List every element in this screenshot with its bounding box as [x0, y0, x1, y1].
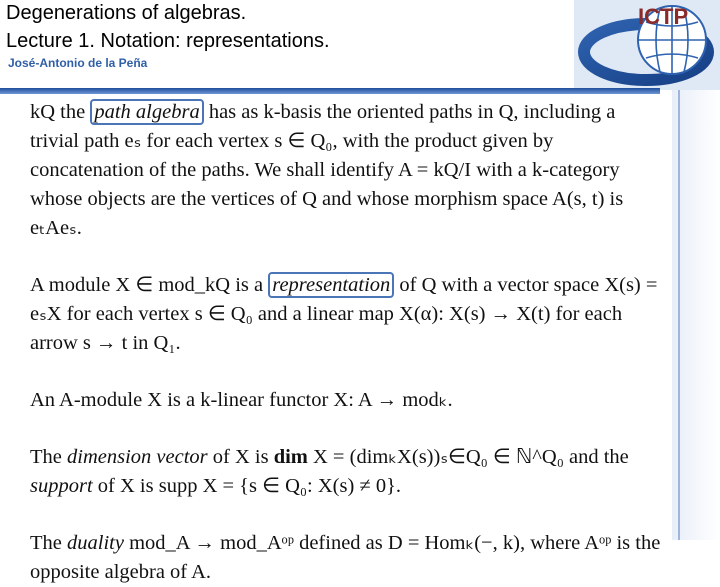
p4-mid1: of X is: [207, 446, 274, 468]
decorative-side-strip: [672, 90, 720, 540]
p2-rest: of Q with a vector space X(s) = eₛX for each vertex s ∈ Q₀ and a linear map X(α): X(s) → X(t) for each arrow s → t in Q₁.: [30, 274, 658, 354]
spacer: [30, 501, 666, 529]
term-duality: duality: [67, 532, 124, 554]
slide-title-line-1: Degenerations of algebras.: [6, 2, 247, 24]
paragraph-dimension-vector: [30, 443, 666, 501]
author-name: José-Antonio de la Peña: [8, 56, 148, 70]
p5-rest: mod_A → mod_Aᵒᵖ defined as D = Homₖ(−, k), where Aᵒᵖ is the opposite algebra of A.: [30, 532, 661, 583]
paragraph-representation: [30, 271, 666, 358]
slide-body: [30, 98, 666, 583]
dim-symbol: dim: [273, 446, 308, 468]
p4-rest: of X is supp X = {s ∈ Q₀: X(s) ≠ 0}.: [92, 475, 402, 497]
header-divider: [0, 88, 660, 94]
spacer: [30, 415, 666, 443]
p3-text: An A-module X is a k-linear functor X: A → modₖ.: [30, 389, 453, 411]
ictp-logo-graphic: [574, 0, 720, 90]
p2-lead: A module X ∈ mod_kQ is a: [30, 274, 269, 296]
term-support: support: [30, 475, 93, 497]
term-dimension-vector: dimension vector: [67, 446, 208, 468]
paragraph-path-algebra: [30, 98, 666, 243]
highlight-path-algebra: path algebra: [90, 99, 203, 125]
p4-lead: The: [30, 446, 67, 468]
spacer: [30, 243, 666, 271]
p1-rest: has as k-basis the oriented paths in Q, including a trivial path eₛ for each vertex s ∈ Q₀, with the product given by concatenation of the paths. We shall identify A = kQ/I with a k-category whose objects are the vertices of Q and whose morphism space A(s, t) is eₜAeₛ.: [30, 101, 624, 239]
highlight-representation: representation: [268, 272, 394, 298]
p5-lead: The: [30, 532, 67, 554]
p4-mid2: X = (dimₖX(s))ₛ∈Q₀ ∈ ℕ^Q₀ and the: [307, 446, 629, 468]
paragraph-duality: [30, 529, 666, 587]
paragraph-functor: [30, 386, 666, 415]
slide-header: [0, 0, 720, 88]
slide-title-line-2: Lecture 1. Notation: representations.: [6, 30, 330, 52]
spacer: [30, 358, 666, 386]
ictp-logo: [574, 0, 720, 90]
p1-lead: kQ the: [30, 101, 91, 123]
logo-text: ICTP: [638, 4, 689, 29]
